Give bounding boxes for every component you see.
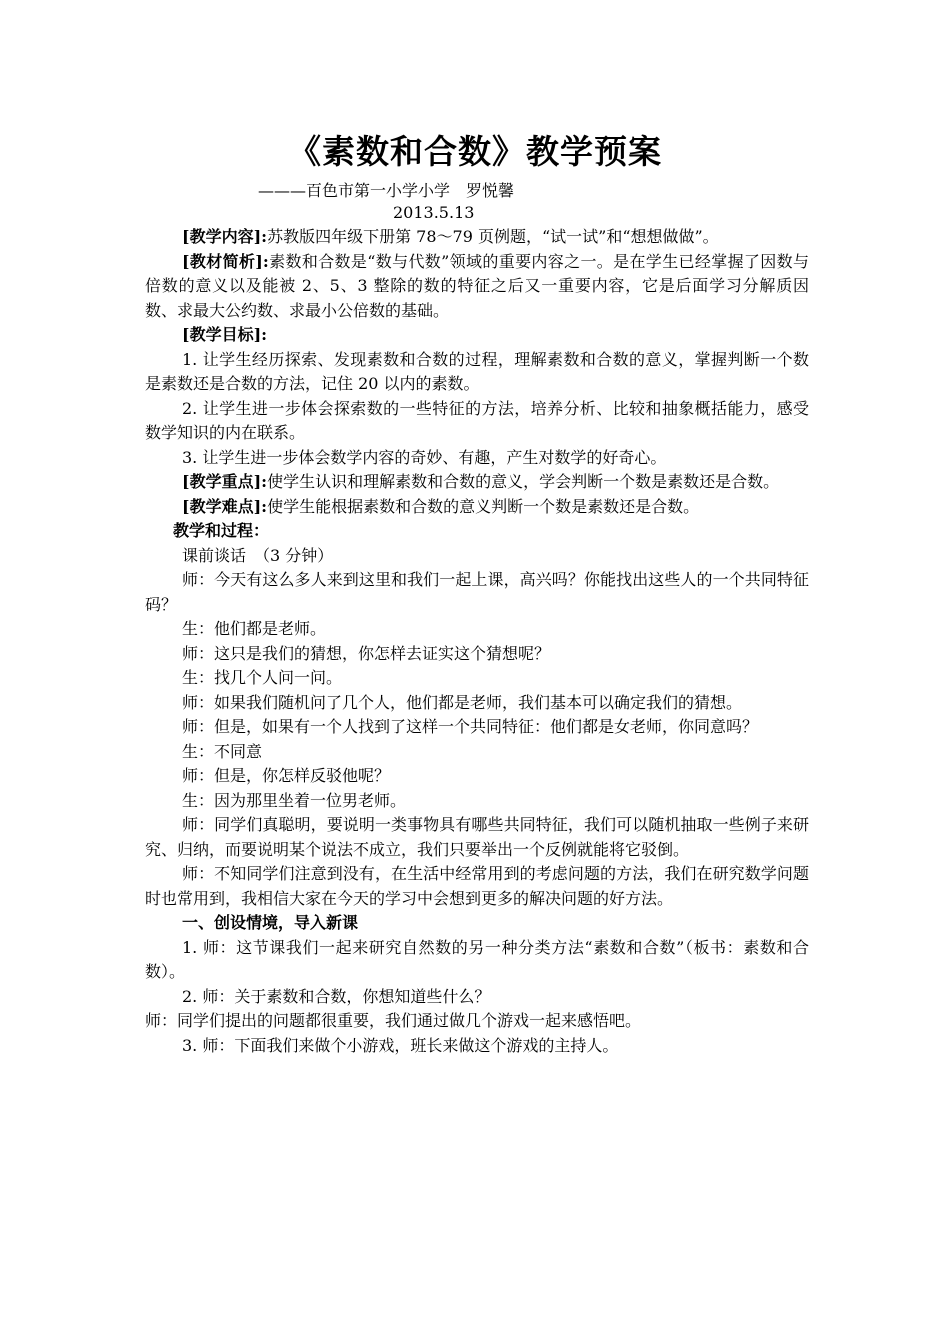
section-label: [教学目标]: [182,325,268,344]
dialogue-line: 师：这只是我们的猜想，你怎样去证实这个猜想呢？ [182,643,551,663]
dialogue-line: 师：但是，你怎样反驳他呢？ [182,766,391,785]
date-line: 2013.5.13 [393,203,475,222]
section-label: [教学重点]: [182,472,268,491]
section-text: 素数和合数是“数与代数”领域的重要内容之一。是在学生已经掌握了因数与倍数的意义以及能被 2、5、3 整除的数的特征之后又一重要内容，它是后面学习分解质因数、求最大公约数、求最小公倍数的基础。 [145,251,809,320]
section-label: [教学内容]: [182,227,268,246]
section-label: [教材简析]: [182,251,269,271]
goal-item: 3. 让学生进一步体会数学内容的奇妙、有趣，产生对数学的好奇心。 [182,447,667,467]
section-label: [教学难点]: [182,496,268,516]
key-point-paragraph [145,470,809,495]
dialogue-line: 师：同学们真聪明，要说明一类事物具有哪些共同特征，我们可以随机抽取一些例子来研究、归纳，而要说明某个说法不成立，我们只要举出一个反例就能将它驳倒。 [145,815,809,859]
dialogue-line: 生：他们都是老师。 [182,619,327,638]
part1-item: 2. 师：关于素数和合数，你想知道些什么？ [182,986,491,1006]
section-text: 使学生认识和理解素数和合数的意义，学会判断一个数是素数还是合数。 [267,472,780,491]
document-body [145,225,809,1058]
warmup-line: 课前谈话 （3 分钟） [182,545,334,565]
teaching-goals-heading [145,323,809,348]
difficulty-paragraph [145,495,809,520]
goal-item: 1. 让学生经历探索、发现素数和合数的过程，理解素数和合数的意义，掌握判断一个数是素数还是合数的方法，记住 20 以内的素数。 [145,349,809,393]
dialogue-line: 师：但是，如果有一个人找到了这样一个共同特征：他们都是女老师，你同意吗？ [182,717,759,736]
part1-item: 1. 师：这节课我们一起来研究自然数的另一种分类方法“素数和合数”（板书：素数和合数）。 [145,937,809,981]
dialogue-line: 师：今天有这么多人来到这里和我们一起上课，高兴吗？你能找出这些人的一个共同特征码？ [145,570,809,614]
dialogue-line: 师：如果我们随机问了几个人，他们都是老师，我们基本可以确定我们的猜想。 [182,692,743,712]
teaching-content-paragraph [145,225,809,250]
material-analysis-paragraph [145,250,809,324]
goal-item: 2. 让学生进一步体会探索数的一些特征的方法，培养分析、比较和抽象概括能力，感受数学知识的内在联系。 [145,398,809,442]
section-text: 使学生能根据素数和合数的意义判断一个数是素数还是合数。 [267,496,700,516]
part1-heading: 一、创设情境，导入新课 [182,913,359,932]
section-text: 苏教版四年级下册第 78～79 页例题，“试一试”和“想想做做”。 [267,227,719,246]
author-line: ———百色市第一小学小学 罗悦馨 [258,181,515,200]
dialogue-line: 生：因为那里坐着一位男老师。 [182,790,407,810]
document-title: 《素数和合数》教学预案 [288,132,662,171]
dialogue-line: 师：不知同学们注意到没有，在生活中经常用到的考虑问题的方法，我们在研究数学问题时也常用到，我相信大家在今天的学习中会想到更多的解决问题的好方法。 [145,864,809,908]
dialogue-line: 生：找几个人问一问。 [182,668,343,687]
dialogue-line: 生：不同意 [182,741,263,761]
part1-note: 师：同学们提出的问题都很重要，我们通过做几个游戏一起来感悟吧。 [145,1011,642,1030]
process-heading: 教学和过程： [173,521,270,540]
part1-item: 3. 师：下面我们来做个小游戏，班长来做这个游戏的主持人。 [182,1035,619,1055]
